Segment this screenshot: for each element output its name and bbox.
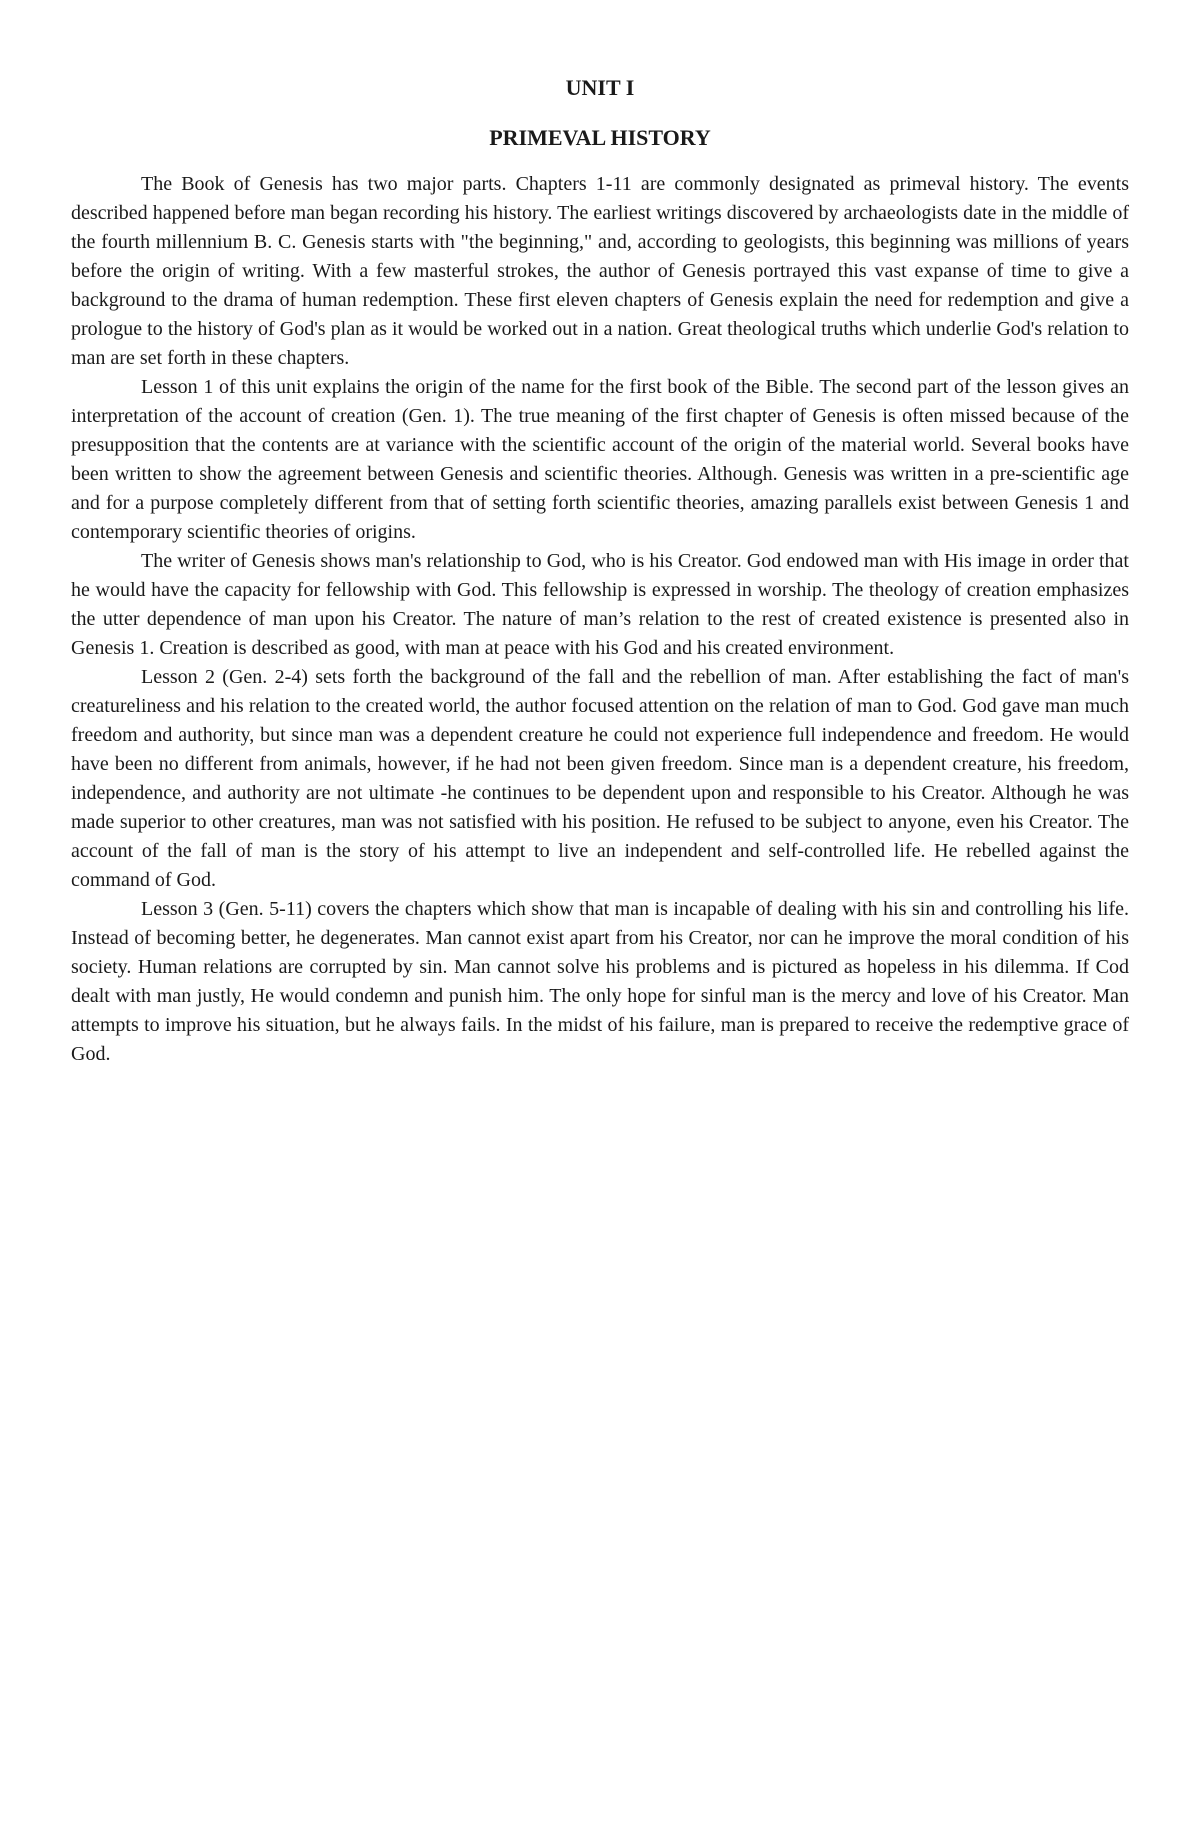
unit-title: UNIT I bbox=[565, 75, 635, 100]
paragraph-lesson-3: Lesson 3 (Gen. 5-11) covers the chapters which show that man is incapable of dealing with his sin and controlling his life. Instead of becoming better, he degenerates. Man cannot exist apart from his Creator, nor can he improve the moral condition of his society. Human relations are corrupted by sin. Man cannot solve his problems and is pictured as hopeless in his dilemma. If Cod dealt with man justly, He would condemn and punish him. The only hope for sinful man is the mercy and love of his Creator. Man attempts to improve his situation, but he always fails. In the midst of his failure, man is prepared to receive the redemptive grace of God. bbox=[71, 898, 1129, 1065]
paragraph-genesis-parts: The Book of Genesis has two major parts. Chapters 1-11 are commonly designated as primeval history. The events described happened before man began recording his history. The earliest writings discovered by archaeologists date in the middle of the fourth millennium B. C. Genesis starts with "the beginning," and, according to geologists, this beginning was millions of years before the origin of writing. With a few masterful strokes, the author of Genesis portrayed this vast expanse of time to give a background to the drama of human redemption. These first eleven chapters of Genesis explain the need for redemption and give a prologue to the history of God's plan as it would be worked out in a nation. Great theological truths which underlie God's relation to man are set forth in these chapters. bbox=[71, 173, 1129, 369]
document-text-block bbox=[71, 72, 1129, 1069]
paragraph-lesson-2: Lesson 2 (Gen. 2-4) sets forth the background of the fall and the rebellion of man. After establishing the fact of man's creatureliness and his relation to the created world, the author focused attention on the relation of man to God. God gave man much freedom and authority, but since man was a dependent creature he could not experience full independence and freedom. He would have been no different from animals, however, if he had not been given freedom. Since man is a dependent creature, his freedom, independence, and authority are not ultimate -he continues to be dependent upon and responsible to his Creator. Although he was made superior to other creatures, man was not satisfied with his position. He refused to be subject to anyone, even his Creator. The account of the fall of man is the story of his attempt to live an independent and self-controlled life. He rebelled against the command of God. bbox=[71, 666, 1129, 891]
section-title: PRIMEVAL HISTORY bbox=[489, 125, 711, 150]
body-text bbox=[71, 170, 1129, 1069]
paragraph-man-and-creator: The writer of Genesis shows man's relationship to God, who is his Creator. God endowed man with His image in order that he would have the capacity for fellowship with God. This fellowship is expressed in worship. The theology of creation emphasizes the utter dependence of man upon his Creator. The nature of man’s relation to the rest of created existence is presented also in Genesis 1. Creation is described as good, with man at peace with his God and his created environment. bbox=[71, 550, 1129, 659]
paragraph-lesson-1: Lesson 1 of this unit explains the origin of the name for the first book of the Bible. The second part of the lesson gives an interpretation of the account of creation (Gen. 1). The true meaning of the first chapter of Genesis is often missed because of the presupposition that the contents are at variance with the scientific account of the origin of the material world. Several books have been written to show the agreement between Genesis and scientific theories. Although. Genesis was written in a pre-scientific age and for a purpose completely different from that of setting forth scientific theories, amazing parallels exist between Genesis 1 and contemporary scientific theories of origins. bbox=[71, 376, 1129, 543]
